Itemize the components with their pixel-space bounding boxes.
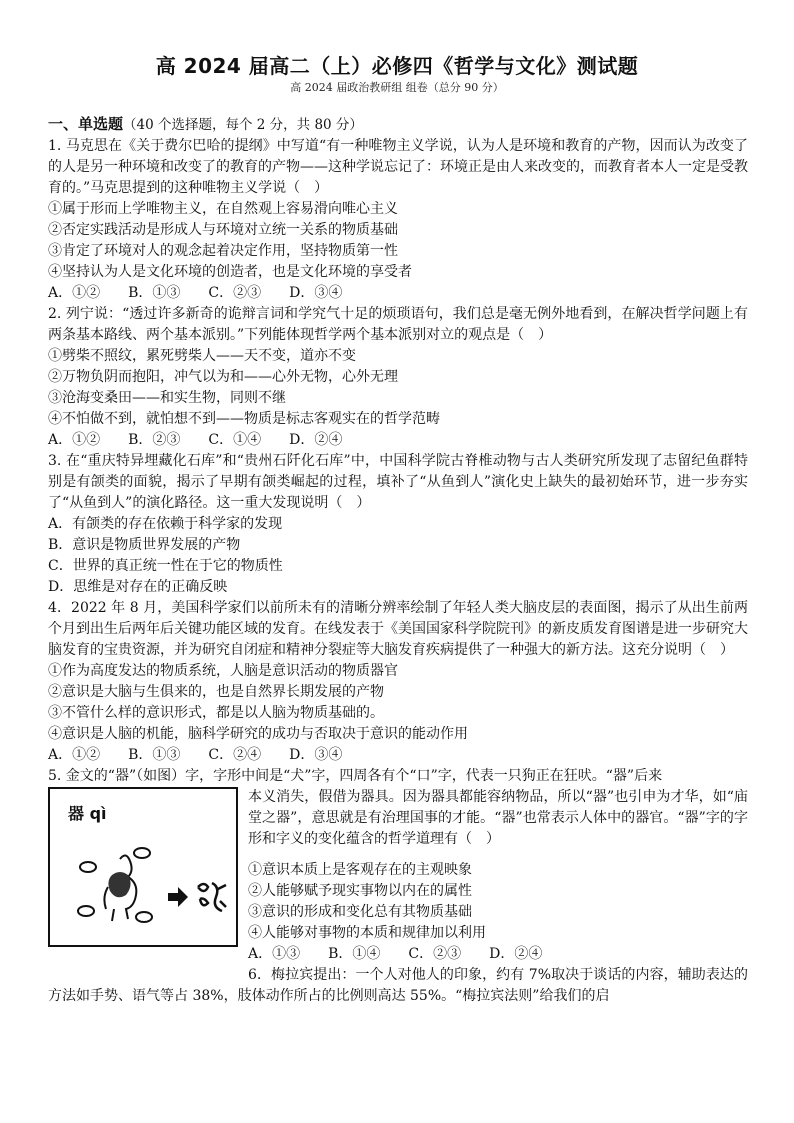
answer-option: B．意识是物质世界发展的产物: [48, 537, 241, 553]
answer-choices: A．①② B．②③ C．①④ D．②④: [48, 432, 343, 448]
statement-item: ④人能够对事物的本质和规律加以利用: [248, 925, 486, 941]
question-1: [48, 136, 748, 304]
question-stem-continued: 本义消失，假借为器具。因为器具都能容纳物品，所以“器”也引申为才华，如“庙堂之器”，意思就是有治理国事的才能。“器”也常表示人体中的器官。“器”字的字形和字义的变化蕴含的哲学道理有（ ）: [248, 789, 748, 847]
statement-item: ③意识的形成和变化总有其物质基础: [248, 904, 472, 920]
question-stem: 1. 马克思在《关于费尔巴哈的提纲》中写道“有一种唯物主义学说，认为人是环境和教育的产物，因而认为改变了的人是另一种环境和改变了的教育的产物——这种学说忘记了：环境正是由人来改变的，而教育者本人一定是受教育的。”马克思提到的这种唯物主义学说（ ）: [48, 138, 748, 196]
question-5-body: [248, 787, 748, 965]
figure-label: 器 qì: [68, 804, 107, 823]
statement-item: ④不怕做不到，就怕想不到——物质是标志客观实在的哲学范畴: [48, 411, 440, 427]
page-subtitle: 高 2024 届政治教研组 组卷（总分 90 分）: [290, 81, 504, 94]
question-stem: 2. 列宁说：“透过许多新奇的诡辩言词和学究气十足的烦琐语句，我们总是毫无例外地看到，在解决哲学问题上有两条基本路线、两个基本派别。”下列能体现哲学两个基本派别对立的观点是（ ）: [48, 306, 748, 343]
answer-choices: A．①② B．①③ C．②③ D．③④: [48, 285, 343, 301]
question-stem: 4．2022 年 8 月，美国科学家们以前所未有的清晰分辨率绘制了年轻人类大脑皮层的表面图，揭示了从出生前两个月到出生后两年后关键功能区域的发育。在线发表于《美国国家科学院院刊》的新皮质发育图谱是进一步研究大脑发育的宝贵资源，并为研究自闭症和精神分裂症等大脑发育疾病提供了一种强大的新方法。这充分说明（ ）: [48, 600, 748, 658]
exam-content: [48, 114, 748, 1007]
answer-option: A．有颌类的存在依赖于科学家的发现: [48, 516, 283, 532]
question-3: [48, 451, 748, 598]
statement-item: ③不管什么样的意识形式，都是以人脑为物质基础的。: [48, 705, 384, 721]
page-title: 高 2024 届高二（上）必修四《哲学与文化》测试题: [155, 54, 639, 78]
answer-choices: A．①② B．①③ C．②④ D．③④: [48, 747, 343, 763]
statement-item: ②意识是大脑与生俱来的，也是自然界长期发展的产物: [48, 684, 384, 700]
question-4: [48, 598, 748, 766]
statement-item: ②人能够赋予现实事物以内在的属性: [248, 883, 472, 899]
answer-choices: A．①③ B．①④ C．②③ D．②④: [248, 946, 543, 962]
statement-item: ③肯定了环境对人的观念起着决定作用，坚持物质第一性: [48, 243, 398, 259]
statement-item: ③沧海变桑田——和实生物，同则不继: [48, 390, 286, 406]
question-stem: 5. 金文的“器”（如图）字，字形中间是“犬”字，四周各有个“口”字，代表一只狗正在狂吠。“器”后来: [48, 768, 663, 784]
question-stem: 6．梅拉宾提出：一个人对他人的印象，约有 7%取决于谈话的内容，辅助表达的方法如手势、语气等占 38%，肢体动作所占的比例则高达 55%。“梅拉宾法则”给我们的启: [48, 967, 748, 1004]
statement-item: ②否定实践活动是形成人与环境对立统一关系的物质基础: [48, 222, 398, 238]
section-note: （40 个选择题，每个 2 分，共 80 分）: [123, 117, 363, 133]
statement-item: ①作为高度发达的物质系统，人脑是意识活动的物质器官: [48, 663, 398, 679]
section-title: 一、单选题: [48, 115, 124, 133]
answer-option: D．思维是对存在的正确反映: [48, 579, 228, 595]
question-2: [48, 304, 748, 451]
question-stem: 3. 在“重庆特异埋藏化石库”和“贵州石阡化石库”中，中国科学院古脊椎动物与古人类研究所发现了志留纪鱼群特别是有颌类的面貌，揭示了早期有颌类崛起的过程，填补了“从鱼到人”演化史上缺失的最初始环节，进一步夯实了“从鱼到人”的演化路径。这一重大发现说明（ ）: [48, 453, 748, 511]
statement-item: ②万物负阴而抱阳，冲气以为和——心外无物，心外无理: [48, 369, 398, 385]
question-5: [48, 766, 748, 965]
question-6: [48, 965, 748, 1007]
statement-item: ①属于形而上学唯物主义，在自然观上容易滑向唯心主义: [48, 201, 398, 217]
character-figure: [48, 787, 238, 947]
statement-item: ①劈柴不照纹，累死劈柴人——天不变，道亦不变: [48, 348, 356, 364]
statement-item: ④意识是人脑的机能，脑科学研究的成功与否取决于意识的能动作用: [48, 726, 468, 742]
statement-item: ④坚持认为人是文化环境的创造者，也是文化环境的享受者: [48, 264, 412, 280]
answer-option: C．世界的真正统一性在于它的物质性: [48, 558, 283, 574]
statement-item: ①意识本质上是客观存在的主观映象: [248, 862, 472, 878]
dog-barking-illustration: [50, 789, 236, 945]
spacer: [248, 850, 748, 860]
section-heading: [48, 114, 748, 136]
